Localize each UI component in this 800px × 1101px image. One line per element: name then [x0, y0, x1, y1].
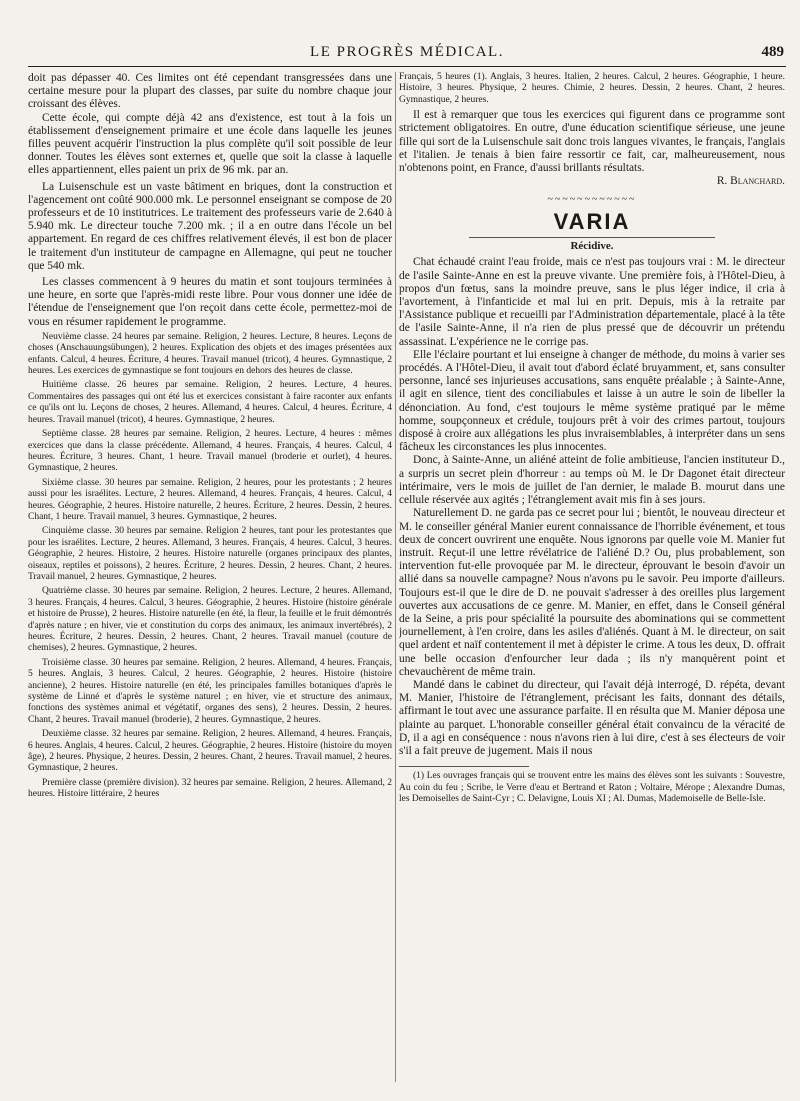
class-program: Quatrième classe. 30 heures par semaine. Religion, 2 heures. Lecture, 2 heures. Allemand, 3 heures. Français, 4 heures. Calcul, 3 heures. Géographie, 2 heures. Histoire (histoire générale et histoire de Prusse), 2 heures. Histoire naturelle (en été, la fleur, la feuille et le fruit démontrés d'après nature ; en hiver, vie et constitution du corps des animaux, les animaux invertébrés), 2 heures. Écriture, 2 heures. Dessin, 2 heures. Chant, 2 heures. Travail manuel (couture de chemises), 2 heures. Gymnastique, 2 heures. — [28, 586, 392, 654]
paragraph: Cette école, qui compte déjà 42 ans d'existence, est tout à la fois un établissement d'enseignement primaire et une école dans laquelle les jeunes filles peuvent acquérir l'instruction la plus complète qu'il soit possible de leur donner. Toutes les élèves sont externes et, quelle que soit la classe à laquelle elles appartiennent, elles paient un prix de 96 mk. par an. — [28, 111, 392, 177]
class-program: Français, 5 heures (1). Anglais, 3 heures. Italien, 2 heures. Calcul, 2 heures. Géographie, 1 heure. Histoire, 3 heures. Physique, 2 heures. Chimie, 2 heures. Dessin, 2 heures. Chant, 2 heures. Gymnastique, 2 heures. — [399, 72, 785, 105]
paragraph: doit pas dépasser 40. Ces limites ont été cependant transgressées dans une certaine mesure pour la plupart des classes, par suite du nombre chaque jour croissant des élèves. — [28, 72, 392, 111]
paragraph: Il est à remarquer que tous les exercices qui figurent dans ce programme sont strictement obligatoires. En outre, d'une éducation scientifique sérieuse, une jeune fille qui sort de la Luisenschule sait donc trois langues vivantes, le français, l'anglais et l'italien. Je tenais à bien faire ressortir ce fait, car, malheureusement, nous n'obtenons point, en France, d'aussi brillants résultats. — [399, 109, 785, 175]
class-program: Neuvième classe. 24 heures par semaine. Religion, 2 heures. Lecture, 8 heures. Leçons de choses (Anschauungsübungen), 2 heures. Explication des objets et des images présentées aux enfants. Calcul, 4 heures. Écriture, 4 heures. Travail manuel (tricot), 4 heures. Gymnastique, 2 heures. Les exercices de gymnastique se font toujours en dehors des heures de classe. — [28, 331, 392, 377]
paragraph: Mandé dans le cabinet du directeur, qui l'avait déjà interrogé, D. répéta, devant M. Manier, l'histoire de l'étranglement, précisant les faits, donnant des détails, affirmant le tout avec une assurance parfaite. Il en résulta que M. Manier déposa une plainte au parquet. L'honorable conseiller général était convaincu de la véracité de D, il a agi en conséquence : nous n'avons rien à lui dire, c'est à ses électeurs de voir s'il a fait preuve de jugement. Mais il nous — [399, 678, 785, 757]
paragraph: La Luisenschule est un vaste bâtiment en briques, dont la construction et l'agencement ont coûté 900.000 mk. Le personnel enseignant se compose de 20 professeurs et de 10 institutrices. Le traitement des professeurs varie de 2.640 à 5.940 mk. Le directeur touche 7.200 mk. ; il a en outre dans l'école un bel appartement. En regard de ces chiffres relativement élevés, il est bon de placer le traitement d'un instituteur de campagne en Allemagne, qui peut ne toucher que 540 mk. — [28, 180, 392, 272]
section-separator: ~~~~~~~~~~~~ — [547, 194, 637, 206]
class-program: Septième classe. 28 heures par semaine. Religion, 2 heures. Lecture, 4 heures : mêmes exercices que dans la classe précédente. Allemand, 4 heures. Français, 4 heures. Calcul, 4 heures. Écriture, 3 heures. Chant, 1 heure. Travail manuel (broderie et ourlet), 4 heures. Gymnastique, 2 heures. — [28, 429, 392, 474]
paragraph: Chat échaudé craint l'eau froide, mais ce n'est pas toujours vrai : M. le directeur de l'asile Sainte-Anne en est la preuve vivante. Une première fois, à l'Hôtel-Dieu, à propos d'un fœtus, sans la moindre preuve, sans le plus léger indice, il cria à l'avortement, à l'infanticide et mal lui en prit. Depuis, mis à la retraite par l'Assistance publique et recueilli par l'Administration départementale, placé à la tête de l'asile Sainte-Anne, il n'a rien de plus pressé que de découvrir un prétendu assassinat. L'expérience ne le corrige pas. — [399, 256, 785, 348]
journal-title: LE PROGRÈS MÉDICAL. — [310, 44, 504, 60]
signature-line — [399, 175, 785, 188]
paragraph: Naturellement D. ne garda pas ce secret pour lui ; bientôt, le nouveau directeur et M. le conseiller général Manier eurent connaissance de l'horrible événement, et tous deux de concert ouvrirent une enquête. Nous ignorons par quelle voie M. Manier fut instruit. Reçut-il une lettre révélatrice de l'aliéné D.? Ou, plus probablement, son intervention fut-elle provoquée par M. le directeur, éprouvant le besoin d'avoir un allié dans sa nouvelle campagne? Nous n'avons pu le savoir. Peu importe d'ailleurs. Toujours est-il que le dire de D. ne pouvait s'adresser à des oreilles plus largement ouvertes aux accusations de ce genre. M. Manier, en effet, dans le Conseil général de la Seine, a pris pour spécialité la poursuite des abominations qui se commettent journellement, à l'en croire, dans les asiles d'aliénés. Quant à M. le directeur, on sait quel ardent et naïf contentement il met à dépister le crime. A tous les deux, D. offrait une belle occasion d'enfourcher leur dada ; ils n'y manquèrent point et chevauchèrent de même train. — [399, 507, 785, 678]
class-program: Huitième classe. 26 heures par semaine. Religion, 2 heures. Lecture, 4 heures. Commentaires des passages qui ont été lus et exercices consistant à faire raconter aux enfants ce qu'ils ont lu. Leçons de choses, 2 heures. Allemand, 4 heures. Calcul, 4 heures. Écriture, 4 heures. Travail manuel (tricot), 4 heures. Gymnastique, 2 heures. — [28, 380, 392, 425]
article-subtitle: Récidive. — [570, 240, 614, 253]
section-title: VARIA — [553, 209, 631, 235]
column-divider — [395, 72, 396, 1082]
footnote: (1) Les ouvrages français qui se trouvent entre les mains des élèves sont les suivants : Souvestre, Au coin du feu ; Scribe, le Verre d'eau et Bertrand et Raton ; Voltaire, Mérope ; Alexandre Dumas, les Demoiselles de Saint-Cyr ; C. Delavigne, Louis XI ; Al. Dumas, Mademoiselle de Belle-Isle. — [399, 771, 785, 804]
left-column — [28, 72, 392, 1082]
right-column — [399, 72, 785, 1082]
page-number: 489 — [761, 44, 784, 60]
class-program: Cinquième classe. 30 heures par semaine. Religion 2 heures, tant pour les protestantes que pour les israélites. Lecture, 2 heures. Allemand, 3 heures. Français, 4 heures. Calcul, 3 heures. Géographie, 2 heures. Histoire, 2 heures. Histoire naturelle (organes principaux des plantes, oiseaux, reptiles et poissons), 2 heures. Écriture, 2 heures. Dessin, 2 heures. Chant, 2 heures. Travail manuel, 2 heures. Gymnastique, 2 heures. — [28, 526, 392, 582]
class-program: Troisième classe. 30 heures par semaine. Religion, 2 heures. Allemand, 4 heures. Français, 5 heures. Anglais, 3 heures. Calcul, 2 heures. Géographie, 2 heures. Histoire (histoire ancienne), 2 heures. Histoire naturelle (en été, les principales familles botaniques d'après le système de Linné et d'après le système naturel ; en hiver, vie et structure des animaux, fonctions des systèmes animal et végétatif, organes des sens), 2 heures. Dessin, 2 heures. Chant, 2 heures. Travail manuel (broderie), 2 heures. Gymnastique, 2 heures. — [28, 657, 392, 725]
paragraph: Les classes commencent à 9 heures du matin et sont toujours terminées à une heure, en sorte que l'après-midi reste libre. Pour vous donner une idée de l'étendue de l'enseignement que l'on reçoit dans cette école, permettez-moi de vous en résumer rapidement le programme. — [28, 276, 392, 328]
title-rule — [469, 237, 715, 238]
footnote-rule — [399, 766, 529, 767]
paragraph: Elle l'éclaire pourtant et lui enseigne à changer de méthode, du moins à varier ses procédés. A l'Hôtel-Dieu, il avait tout d'abord éclaté bruyamment, et, sans consulter personne, lancé ses injurieuses accusations, sans enquête préalable ; à Sainte-Anne, il agit en silence, tient des conciliabules et laisse à un autre le soin de libeller la dénonciation. Au fond, c'est toujours le même système pratiqué par le même homme, soupçonneux et crédule, toujours prêt à voir des crimes partout, toujours disposé à croire aux allégations les plus invraisemblables, à interpréter dans un sens fâcheux les circonstances les plus innocentes. — [399, 348, 785, 454]
paragraph: Donc, à Sainte-Anne, un aliéné atteint de folie ambitieuse, l'ancien instituteur D., a surpris un secret plein d'horreur : au temps où M. le Dr Dagonet était directeur intérimaire, vers le mois de juillet de l'an dernier, le malade B. mourut dans une cellule réservée aux agités ; l'étranglement avait mis fin à ses jours. — [399, 454, 785, 507]
class-program: Première classe (première division). 32 heures par semaine. Religion, 2 heures. Allemand, 2 heures. Histoire littéraire, 2 heures — [28, 777, 392, 800]
class-program: Sixième classe. 30 heures par semaine. Religion, 2 heures, pour les protestants ; 2 heures aussi pour les israélites. Lecture, 2 heures. Allemand, 4 heures. Français, 4 heures. Calcul, 4 heures. Géographie, 2 heures. Histoire naturelle, 2 heures. Écriture, 2 heures. Dessin, 2 heures. Chant, 1 heure. Travail manuel, 3 heures. Gymnastique, 2 heures. — [28, 477, 392, 522]
class-program: Deuxième classe. 32 heures par semaine. Religion, 2 heures. Allemand, 4 heures. Français, 6 heures. Anglais, 4 heures. Calcul, 2 heures. Géographie, 2 heures. Histoire (histoire du moyen âge), 2 heures. Physique, 2 heures. Dessin, 2 heures. Chant, 2 heures. Travail manuel, 2 heures. Gymnastique, 2 heures. — [28, 729, 392, 774]
author-signature: R. Blanchard. — [716, 175, 785, 188]
page-header — [28, 40, 786, 67]
